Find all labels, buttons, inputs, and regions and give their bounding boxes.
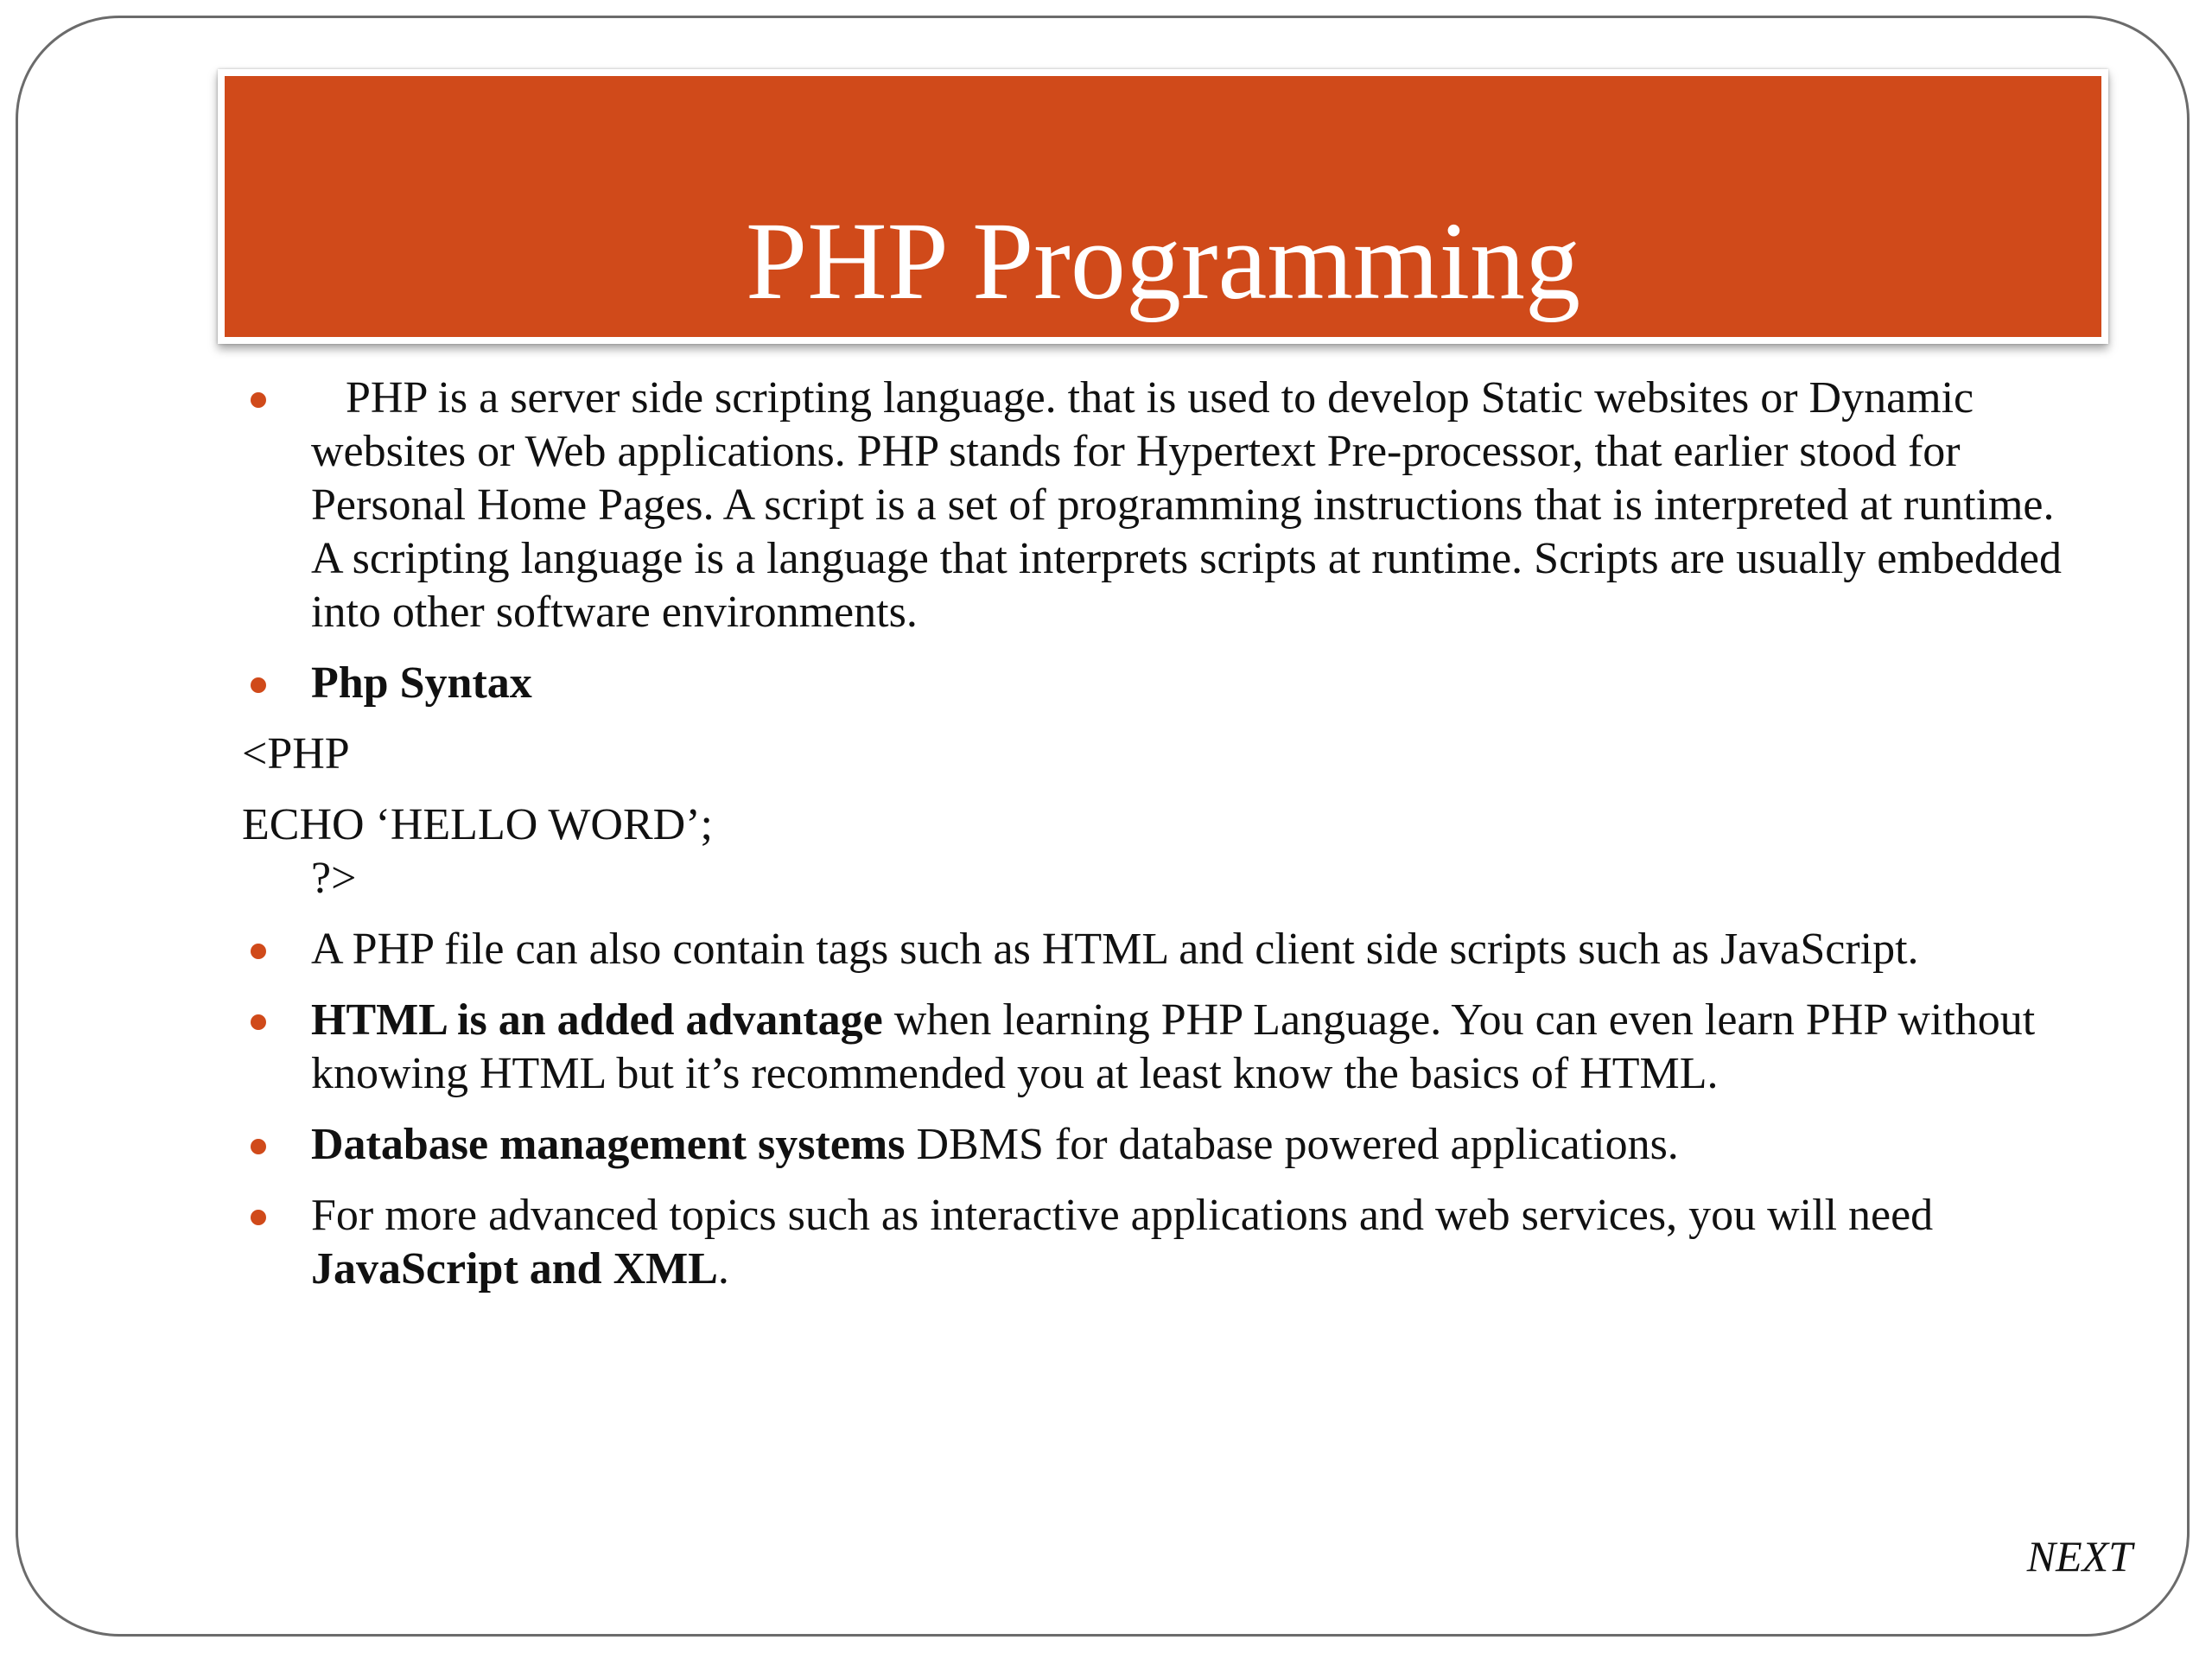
bullet-text: DBMS for database powered applications. [905, 1120, 1679, 1169]
slide-title: PHP Programming [746, 200, 1580, 322]
bullet-dot-icon [251, 1014, 266, 1030]
code-line: <PHP [242, 729, 350, 779]
bullet-php-file [242, 923, 2091, 976]
bullet-dot-icon [251, 677, 266, 693]
bullet-bold-text: JavaScript and XML [311, 1244, 718, 1294]
bullet-dbms [242, 1118, 2091, 1172]
slide-content [242, 372, 2091, 1313]
bullet-dot-icon [251, 1139, 266, 1154]
bullet-text-end: . [717, 1244, 729, 1294]
bullet-php-syntax [242, 657, 2091, 710]
bullet-php-intro [242, 372, 2091, 639]
bullet-text: when learning PHP Language. You can even learn PHP without knowing HTML but it’s recommended you at least know the basics of HTML. [311, 995, 2036, 1098]
code-line: ECHO ‘HELLO WORD’; [242, 800, 713, 849]
bullet-dot-icon [251, 944, 266, 959]
bullet-text: For more advanced topics such as interactive applications and web services, you will need [311, 1191, 1934, 1240]
code-line: ?> [311, 854, 357, 903]
title-banner [218, 69, 2108, 344]
bullet-bold-text: Database management systems [311, 1120, 906, 1169]
bullet-dot-icon [251, 1210, 266, 1225]
next-link[interactable]: NEXT [2026, 1532, 2133, 1580]
bullet-dot-icon [251, 392, 266, 408]
bullet-text: PHP is a server side scripting language. that is used to develop Static websites or Dynamic websites or Web applications. PHP stands for Hypertext Pre-processor, that earlier stood for Personal Home Pages. A script is a set of programming instructions that is interpreted at runtime. A scripting language is a language that interprets scripts at runtime. Scripts are usually embedded into other software environments. [311, 373, 2062, 637]
bullet-bold-text: HTML is an added advantage [311, 995, 883, 1045]
bullet-html-advantage [242, 994, 2091, 1101]
bullet-bold-text: Php Syntax [311, 658, 532, 708]
bullet-advanced-topics [242, 1189, 2091, 1296]
bullet-text: A PHP file can also contain tags such as HTML and client side scripts such as JavaScript. [311, 925, 1919, 974]
